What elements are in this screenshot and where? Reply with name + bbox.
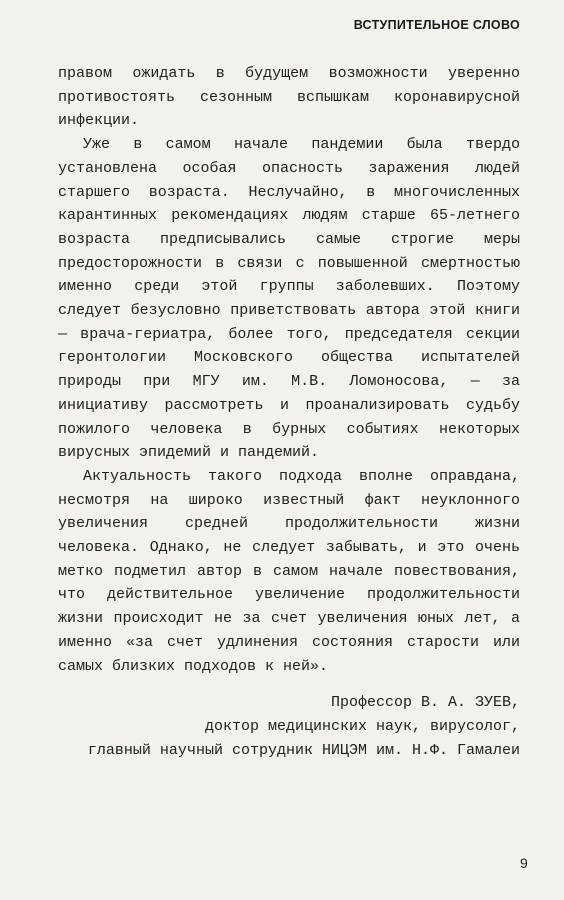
paragraph-2: Уже в самом начале пандемии была твердо установлена особая опасность заражения людей старшего возраста. Неслучайно, в многочисленных карантинных рекомендациях людям старше 65-летнего возраста предписывались самые строгие меры предосторожности в связи с повышенной смертностью именно среди этой группы заболевших. Поэтому следует безусловно приветствовать автора этой книги — врача-гериатра, более того, председателя секции геронтологии Московского общества испытателей природы при МГУ им. М.В. Ломоносова, — за инициативу рассмотреть и проанализировать судьбу пожилого человека в бурных событиях некоторых вирусных эпидемий и пандемий. [58, 136, 520, 462]
page-number: 9 [520, 855, 528, 871]
body-text [58, 62, 520, 678]
author-signature [58, 691, 520, 763]
signature-title: доктор медицинских наук, вирусолог, [204, 718, 520, 735]
paragraph-3: Актуальность такого подхода вполне оправдана, несмотря на широко известный факт неуклонного увеличения средней продолжительности жизни человека. Однако, не следует забывать, и это очень метко подметил автор в самом начале повествования, что действительное увеличение продолжительности жизни происходит не за счет увеличения юных лет, а именно «за счет удлинения состояния старости или самых близких подходов к ней». [58, 467, 520, 675]
paragraph-1: правом ожидать в будущем возможности уверенно противостоять сезонным вспышкам коронавирусной инфекции. [58, 65, 520, 130]
signature-name: Профессор В. А. ЗУЕВ, [330, 694, 520, 711]
signature-position: главный научный сотрудник НИЦЭМ им. Н.Ф. Гамалеи [87, 742, 520, 759]
running-title: ВСТУПИТЕЛЬНОЕ СЛОВО [353, 18, 520, 32]
